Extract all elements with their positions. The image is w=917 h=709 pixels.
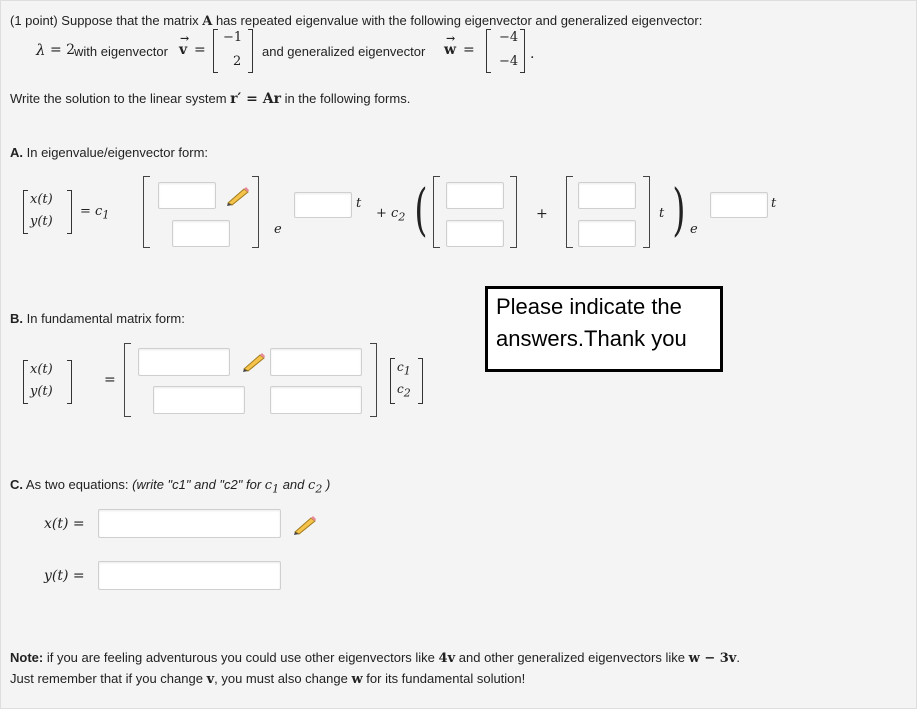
note-line-2 (10, 669, 740, 690)
part-c-heading (10, 477, 330, 496)
b-xt: x(t) (30, 362, 53, 377)
a-vec2-input-2[interactable] (446, 220, 504, 247)
note-line2-c: for its fundamental solution! (366, 671, 526, 686)
pencil-icon[interactable] (240, 352, 266, 372)
v-equals: = (194, 42, 206, 58)
a-vec2-bracket-left (433, 176, 440, 248)
b-c-bracket-left (390, 358, 395, 404)
a-vec1-input-2[interactable] (172, 220, 230, 247)
note-line2-a: Just remember that if you change (10, 671, 203, 686)
with-eigenvector-text: with eigenvector (74, 44, 168, 59)
a-vec3-bracket-left (566, 176, 573, 248)
b-xy-bracket-left (23, 360, 28, 404)
note-w-symbol: w (351, 672, 363, 687)
note (10, 648, 740, 690)
a-vec3-bracket-right (643, 176, 650, 248)
b-matrix-bracket-left (124, 343, 131, 417)
period: . (530, 46, 535, 62)
a-vec1-bracket-left (143, 176, 150, 248)
in-forms-text: in the following forms. (284, 91, 411, 106)
b-equals: = (104, 372, 116, 388)
note-label: Note: (10, 650, 44, 665)
a-t-3: t (771, 196, 777, 211)
a-exponent-input-1[interactable] (294, 192, 352, 218)
a-xt: x(t) (30, 192, 53, 207)
pencil-icon[interactable] (291, 515, 317, 535)
a-eq-c1: = $c_1$ (80, 204, 110, 222)
c-y-label: y(t) = (44, 568, 85, 584)
a-xy-bracket-left (23, 190, 28, 234)
b-c1: $c_1$ (397, 360, 411, 378)
b-c2: $c_2$ (397, 382, 411, 400)
w-symbol: → w (444, 32, 457, 58)
b-matrix-input-21[interactable] (153, 386, 245, 414)
part-b-heading (10, 311, 185, 326)
a-yt: y(t) (30, 214, 53, 229)
v-symbol: → v (179, 32, 190, 58)
note-expr: w − 3v (688, 651, 737, 666)
v-entry-1: −1 (223, 30, 243, 45)
b-matrix-bracket-right (370, 343, 377, 417)
a-vec3-input-2[interactable] (578, 220, 636, 247)
v-bracket-right (248, 29, 253, 73)
part-b-label: B. (10, 311, 23, 326)
a-t-2: t (659, 206, 665, 221)
b-matrix-input-11[interactable] (138, 348, 230, 376)
part-b-title: In fundamental matrix form: (26, 311, 185, 326)
intro-text: (1 point) Suppose that the matrix (10, 13, 199, 28)
w-bracket-left (486, 29, 491, 73)
pencil-icon[interactable] (224, 186, 250, 206)
a-vec2-input-1[interactable] (446, 182, 504, 209)
a-vec2-bracket-right (510, 176, 517, 248)
a-paren-right: ) (672, 178, 686, 243)
v-bracket-left (213, 29, 218, 73)
part-c-title: As two equations: (25, 477, 129, 492)
system-equation: r′ = Ar (230, 91, 281, 107)
part-a-heading (10, 145, 208, 160)
callout-line-1: Please indicate the (496, 294, 682, 319)
a-exponent-input-2[interactable] (710, 192, 768, 218)
w-entry-1: −4 (499, 30, 519, 45)
b-matrix-input-12[interactable] (270, 348, 362, 376)
a-plus-c2: + $c_2$ (376, 206, 406, 224)
w-bracket-right (520, 29, 525, 73)
and-generalized-text: and generalized eigenvector (262, 44, 426, 59)
a-plus: + (536, 206, 548, 222)
v-entry-2: 2 (233, 54, 242, 69)
note-line-1: Note: if you are feeling adventurous you could use other eigenvectors like 4v and other generalized eigenvectors like w − 3v. (10, 650, 740, 666)
c-x-label: x(t) = (44, 516, 85, 532)
matrix-symbol: A (202, 14, 213, 29)
c-x-input[interactable] (98, 509, 281, 538)
b-matrix-input-22[interactable] (270, 386, 362, 414)
a-e-2: e (690, 222, 698, 237)
part-c-label: C. (10, 477, 23, 492)
note-text-2: and other generalized eigenvectors like (458, 650, 685, 665)
write-solution-line (10, 91, 410, 107)
b-xy-bracket-right (67, 360, 72, 404)
intro-rest-text: has repeated eigenvalue with the following eigenvector and generalized eigenvector: (215, 13, 703, 28)
a-vec1-input-1[interactable] (158, 182, 216, 209)
lambda-value: = 2 (50, 42, 76, 58)
a-e-1: e (274, 222, 282, 237)
b-yt: y(t) (30, 384, 53, 399)
lambda-symbol: λ (36, 41, 46, 59)
write-solution-text: Write the solution to the linear system (10, 91, 227, 106)
w-entry-2: −4 (499, 54, 519, 69)
callout-line-2: answers.Thank you (496, 326, 687, 351)
part-a-label: A. (10, 145, 23, 160)
note-line2-b: , you must also change (214, 671, 348, 686)
callout-box (485, 286, 723, 372)
note-coef: 4 (438, 651, 448, 666)
c-y-input[interactable] (98, 561, 281, 590)
note-v-symbol: v (447, 651, 456, 666)
b-c-bracket-right (418, 358, 423, 404)
a-vec3-input-1[interactable] (578, 182, 636, 209)
w-equals: = (463, 42, 475, 58)
note-text-1: if you are feeling adventurous you could use other eigenvectors like (46, 650, 435, 665)
part-c-hint: (write "c1" and "c2" for $c_1$ and $c_2$ ) (132, 477, 331, 496)
a-t-1: t (356, 196, 362, 211)
a-vec1-bracket-right (252, 176, 259, 248)
note-v-symbol-2: v (206, 672, 215, 687)
problem-statement (10, 13, 702, 29)
part-a-title: In eigenvalue/eigenvector form: (26, 145, 209, 160)
a-paren-left: ( (414, 178, 428, 243)
a-xy-bracket-right (67, 190, 72, 234)
